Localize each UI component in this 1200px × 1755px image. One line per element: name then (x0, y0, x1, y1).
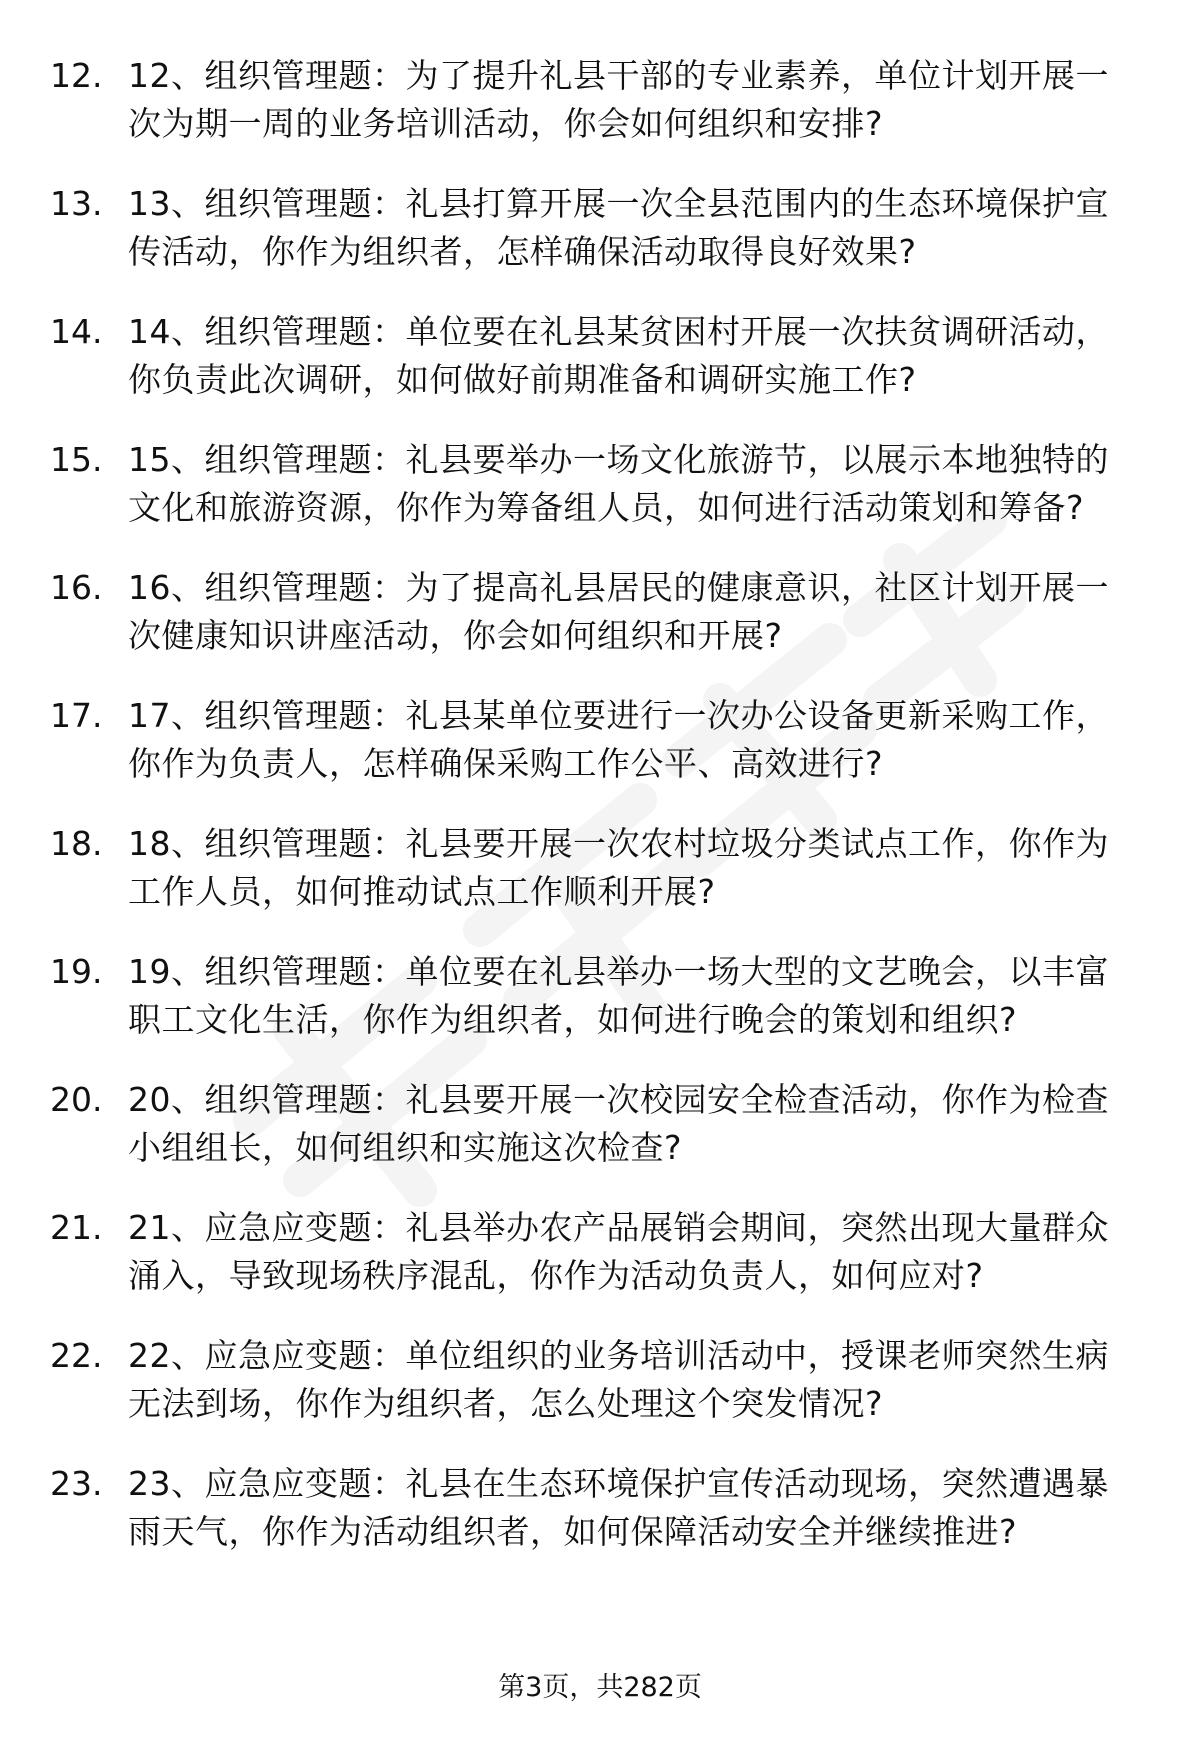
list-item (0, 564, 1200, 660)
question-text: 16、组织管理题：为了提高礼县居民的健康意识，社区计划开展一次健康知识讲座活动，你会如何组织和开展? (128, 568, 1109, 655)
list-item (0, 1460, 1200, 1556)
question-text: 19、组织管理题：单位要在礼县举办一场大型的文艺晚会，以丰富职工文化生活，你作为组织者，如何进行晚会的策划和组织? (128, 952, 1109, 1039)
list-item (0, 52, 1200, 148)
list-item (0, 692, 1200, 788)
question-text: 20、组织管理题：礼县要开展一次校园安全检查活动，你作为检查小组组长，如何组织和实施这次检查? (128, 1080, 1109, 1167)
question-number: 21. (50, 1208, 103, 1247)
question-number: 19. (50, 952, 103, 991)
question-number: 18. (50, 824, 103, 863)
question-number: 14. (50, 312, 103, 351)
question-number: 22. (50, 1336, 103, 1375)
list-item (0, 1204, 1200, 1300)
question-number: 16. (50, 568, 103, 607)
list-item (0, 1332, 1200, 1428)
list-item (0, 820, 1200, 916)
question-text: 13、组织管理题：礼县打算开展一次全县范围内的生态环境保护宣传活动，你作为组织者，怎样确保活动取得良好效果? (128, 184, 1109, 271)
question-text: 17、组织管理题：礼县某单位要进行一次办公设备更新采购工作，你作为负责人，怎样确保采购工作公平、高效进行? (128, 696, 1109, 783)
page-footer: 第3页，共282页 (498, 1672, 702, 1703)
question-number: 20. (50, 1080, 103, 1119)
question-text: 18、组织管理题：礼县要开展一次农村垃圾分类试点工作，你作为工作人员，如何推动试点工作顺利开展? (128, 824, 1109, 911)
list-item (0, 948, 1200, 1044)
question-number: 13. (50, 184, 103, 223)
question-text: 21、应急应变题：礼县举办农产品展销会期间，突然出现大量群众涌入，导致现场秩序混乱，你作为活动负责人，如何应对? (128, 1208, 1109, 1295)
question-number: 12. (50, 56, 103, 95)
list-item (0, 180, 1200, 276)
question-number: 17. (50, 696, 103, 735)
question-text: 22、应急应变题：单位组织的业务培训活动中，授课老师突然生病无法到场，你作为组织者，怎么处理这个突发情况? (128, 1336, 1109, 1423)
question-text: 12、组织管理题：为了提升礼县干部的专业素养，单位计划开展一次为期一周的业务培训活动，你会如何组织和安排? (128, 56, 1109, 143)
question-list (0, 52, 1200, 1588)
question-text: 15、组织管理题：礼县要举办一场文化旅游节，以展示本地独特的文化和旅游资源，你作为筹备组人员，如何进行活动策划和筹备? (128, 440, 1109, 527)
question-number: 15. (50, 440, 103, 479)
list-item (0, 1076, 1200, 1172)
list-item (0, 436, 1200, 532)
question-text: 23、应急应变题：礼县在生态环境保护宣传活动现场，突然遭遇暴雨天气，你作为活动组织者，如何保障活动安全并继续推进? (128, 1464, 1109, 1551)
question-number: 23. (50, 1464, 103, 1503)
list-item (0, 308, 1200, 404)
question-text: 14、组织管理题：单位要在礼县某贫困村开展一次扶贫调研活动，你负责此次调研，如何做好前期准备和调研实施工作? (128, 312, 1109, 399)
